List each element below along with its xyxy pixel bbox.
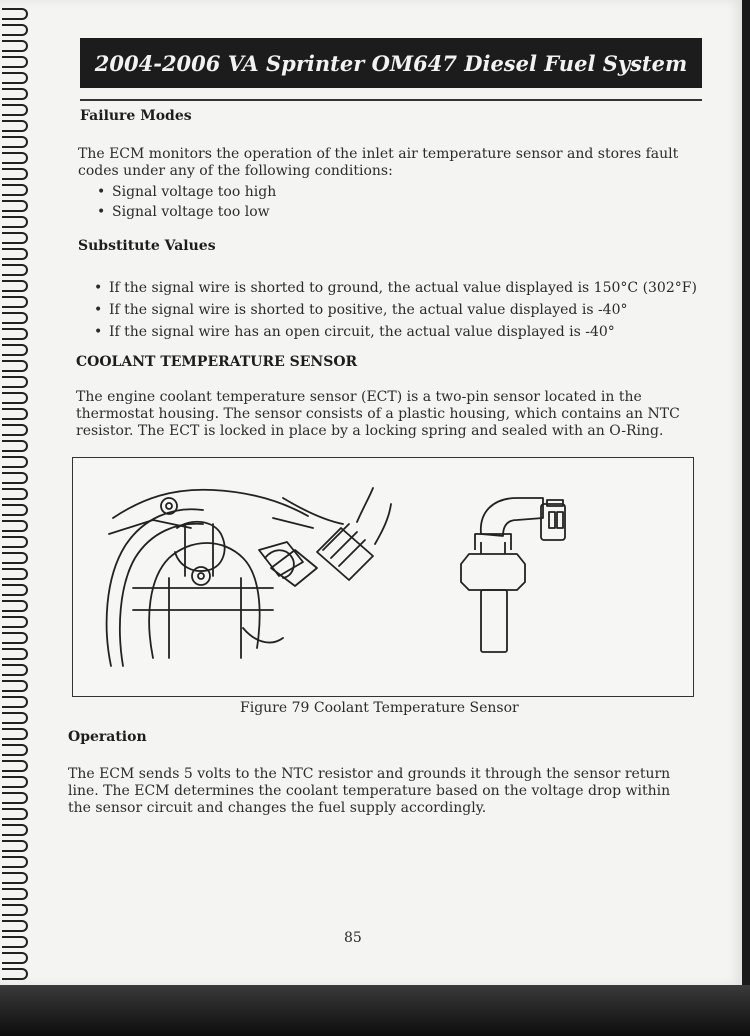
substitute-values-heading: Substitute Values bbox=[78, 238, 216, 254]
binding-coil bbox=[2, 648, 28, 660]
coolant-sensor-illustration bbox=[73, 458, 693, 696]
figure-box bbox=[72, 457, 694, 697]
binding-coil bbox=[2, 104, 28, 116]
binding-coil bbox=[2, 872, 28, 884]
binding-coil bbox=[2, 568, 28, 580]
binding-coil bbox=[2, 88, 28, 100]
binding-coil bbox=[2, 312, 28, 324]
binding-coil bbox=[2, 328, 28, 340]
binding-coil bbox=[2, 424, 28, 436]
substitute-values-list bbox=[92, 277, 697, 343]
binding-coil bbox=[2, 792, 28, 804]
binding-coil bbox=[2, 40, 28, 52]
binding-coil bbox=[2, 504, 28, 516]
binding-coil bbox=[2, 264, 28, 276]
failure-modes-list bbox=[95, 182, 276, 222]
header-divider bbox=[80, 99, 702, 101]
binding-coil bbox=[2, 632, 28, 644]
binding-coil bbox=[2, 440, 28, 452]
binding-coil bbox=[2, 280, 28, 292]
binding-coil bbox=[2, 776, 28, 788]
binding-coil bbox=[2, 600, 28, 612]
list-item: • If the signal wire is shorted to ground, the actual value displayed is 150°C (302°F) bbox=[92, 277, 697, 299]
binding-coil bbox=[2, 728, 28, 740]
binding-coil bbox=[2, 664, 28, 676]
binding-coil bbox=[2, 888, 28, 900]
list-item: • Signal voltage too high bbox=[95, 182, 276, 202]
coolant-sensor-text: The engine coolant temperature sensor (ECT) is a two-pin sensor located in the thermostat housing. The sensor consists of a plastic housing, which contains an NTC resistor. The ECT is locked in place by a locking spring and sealed with an O-Ring. bbox=[76, 389, 680, 439]
binding-coil bbox=[2, 456, 28, 468]
binding-coil bbox=[2, 344, 28, 356]
binding-coil bbox=[2, 920, 28, 932]
binding-coil bbox=[2, 248, 28, 260]
binding-coil bbox=[2, 72, 28, 84]
binding-coil bbox=[2, 520, 28, 532]
list-item: • Signal voltage too low bbox=[95, 202, 276, 222]
operation-text: The ECM sends 5 volts to the NTC resistor and grounds it through the sensor return line. The ECM determines the coolant temperature based on the voltage drop within the sensor circuit and changes the fuel supply accordingly. bbox=[68, 766, 671, 816]
binding-coil bbox=[2, 56, 28, 68]
page-number: 85 bbox=[344, 930, 362, 946]
operation-heading: Operation bbox=[68, 729, 147, 745]
spiral-binding bbox=[0, 0, 34, 985]
binding-coil bbox=[2, 488, 28, 500]
binding-coil bbox=[2, 168, 28, 180]
binding-coil bbox=[2, 584, 28, 596]
binding-coil bbox=[2, 376, 28, 388]
binding-coil bbox=[2, 392, 28, 404]
binding-coil bbox=[2, 408, 28, 420]
binding-coil bbox=[2, 24, 28, 36]
binding-coil bbox=[2, 8, 28, 20]
binding-coil bbox=[2, 360, 28, 372]
figure-caption: Figure 79 Coolant Temperature Sensor bbox=[240, 700, 519, 716]
failure-modes-text: The ECM monitors the operation of the inlet air temperature sensor and stores fault codes under any of the following conditions: bbox=[78, 146, 679, 179]
binding-coil bbox=[2, 952, 28, 964]
binding-coil bbox=[2, 856, 28, 868]
coolant-sensor-heading: COOLANT TEMPERATURE SENSOR bbox=[76, 354, 358, 370]
binding-coil bbox=[2, 712, 28, 724]
binding-coil bbox=[2, 136, 28, 148]
binding-coil bbox=[2, 184, 28, 196]
page-shadow bbox=[0, 985, 750, 1036]
binding-coil bbox=[2, 120, 28, 132]
thermostat-housing bbox=[149, 543, 260, 658]
binding-coil bbox=[2, 936, 28, 948]
list-item: • If the signal wire is shorted to positive, the actual value displayed is -40° bbox=[92, 299, 697, 321]
binding-coil bbox=[2, 232, 28, 244]
binding-coil bbox=[2, 696, 28, 708]
binding-coil bbox=[2, 152, 28, 164]
binding-coil bbox=[2, 616, 28, 628]
binding-coil bbox=[2, 296, 28, 308]
binding-coil bbox=[2, 840, 28, 852]
binding-coil bbox=[2, 472, 28, 484]
binding-coil bbox=[2, 744, 28, 756]
binding-coil bbox=[2, 904, 28, 916]
binding-coil bbox=[2, 760, 28, 772]
binding-coil bbox=[2, 824, 28, 836]
bolt-head-mid bbox=[192, 567, 210, 585]
list-item: • If the signal wire has an open circuit, the actual value displayed is -40° bbox=[92, 321, 697, 343]
binding-coil bbox=[2, 216, 28, 228]
sensor-detail-drawing bbox=[461, 498, 565, 652]
binding-coil bbox=[2, 536, 28, 548]
page-header-title: 2004-2006 VA Sprinter OM647 Diesel Fuel System bbox=[80, 38, 702, 88]
binding-coil bbox=[2, 968, 28, 980]
binding-coil bbox=[2, 680, 28, 692]
binding-coil bbox=[2, 808, 28, 820]
binding-coil bbox=[2, 200, 28, 212]
binding-coil bbox=[2, 552, 28, 564]
failure-modes-heading: Failure Modes bbox=[80, 108, 192, 124]
